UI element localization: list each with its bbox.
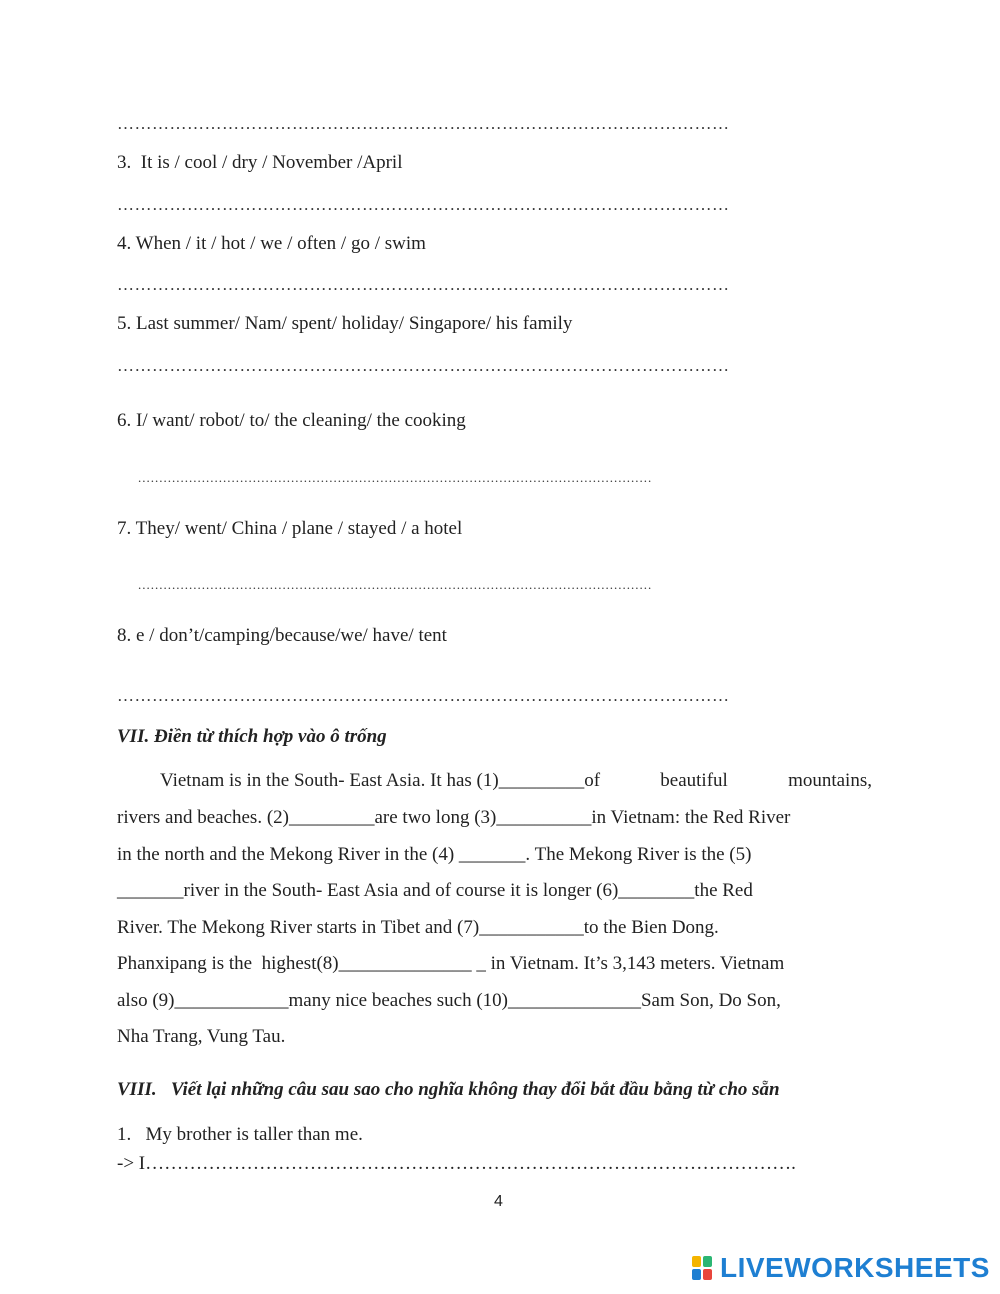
paragraph-line: Nha Trang, Vung Tau. — [117, 1026, 286, 1047]
brand-name: LIVEWORKSHEETS — [720, 1252, 990, 1283]
paragraph-line: Phanxipang is the highest(8)______________ _ in Vietnam. It’s 3,143 meters. Vietnam — [117, 953, 785, 974]
answer-line[interactable]: …………………………………………………………………………………………… — [117, 356, 730, 375]
paragraph-fragment: Vietnam is in the South- East Asia. It has (1)_________of — [160, 770, 601, 791]
paragraph-line: _______river in the South- East Asia and of course it is longer (6)________the Red — [117, 880, 753, 901]
liveworksheets-icon — [690, 1253, 716, 1283]
question-prompt: 6. I/ want/ robot/ to/ the cleaning/ the cooking — [117, 410, 466, 431]
question-prompt: 3. It is / cool / dry / November /April — [117, 152, 403, 173]
paragraph-line: also (9)____________many nice beaches such (10)______________Sam Son, Do Son, — [117, 990, 781, 1011]
paragraph-line: in the north and the Mekong River in the (4) _______. The Mekong River is the (5) — [117, 844, 752, 865]
paragraph-fragment: beautiful — [660, 770, 728, 791]
answer-line[interactable]: …………………………………………………………………………………………… — [117, 275, 730, 294]
brand-logo — [690, 1252, 990, 1284]
question-prompt: 1. My brother is taller than me. — [117, 1124, 363, 1145]
paragraph-line: rivers and beaches. (2)_________are two long (3)__________in Vietnam: the Red River — [117, 807, 791, 828]
paragraph-line: River. The Mekong River starts in Tibet and (7)___________to the Bien Dong. — [117, 917, 719, 938]
question-prompt: 8. e / don’t/camping/because/we/ have/ tent — [117, 625, 447, 646]
question-prompt: 4. When / it / hot / we / often / go / swim — [117, 233, 426, 254]
question-prompt: 5. Last summer/ Nam/ spent/ holiday/ Singapore/ his family — [117, 313, 573, 334]
answer-line[interactable]: …………………………………………………………………………………………… — [117, 195, 730, 214]
section-heading: VIII. Viết lại những câu sau sao cho nghĩa không thay đổi bắt đầu bằng từ cho sẵn — [117, 1079, 780, 1100]
answer-line[interactable]: -> I…………………………………………………………………………………………. — [117, 1153, 796, 1174]
paragraph-line — [160, 769, 872, 793]
question-prompt: 7. They/ went/ China / plane / stayed / a hotel — [117, 518, 463, 539]
answer-line[interactable]: ......................................................................................................................... — [138, 470, 653, 485]
page-number: 4 — [494, 1193, 503, 1210]
answer-line[interactable]: ......................................................................................................................... — [138, 577, 653, 592]
paragraph-fragment: mountains, — [788, 770, 872, 791]
answer-line[interactable]: …………………………………………………………………………………………… — [117, 114, 730, 133]
answer-line[interactable]: …………………………………………………………………………………………… — [117, 686, 730, 705]
section-heading: VII. Điền từ thích hợp vào ô trống — [117, 726, 387, 747]
